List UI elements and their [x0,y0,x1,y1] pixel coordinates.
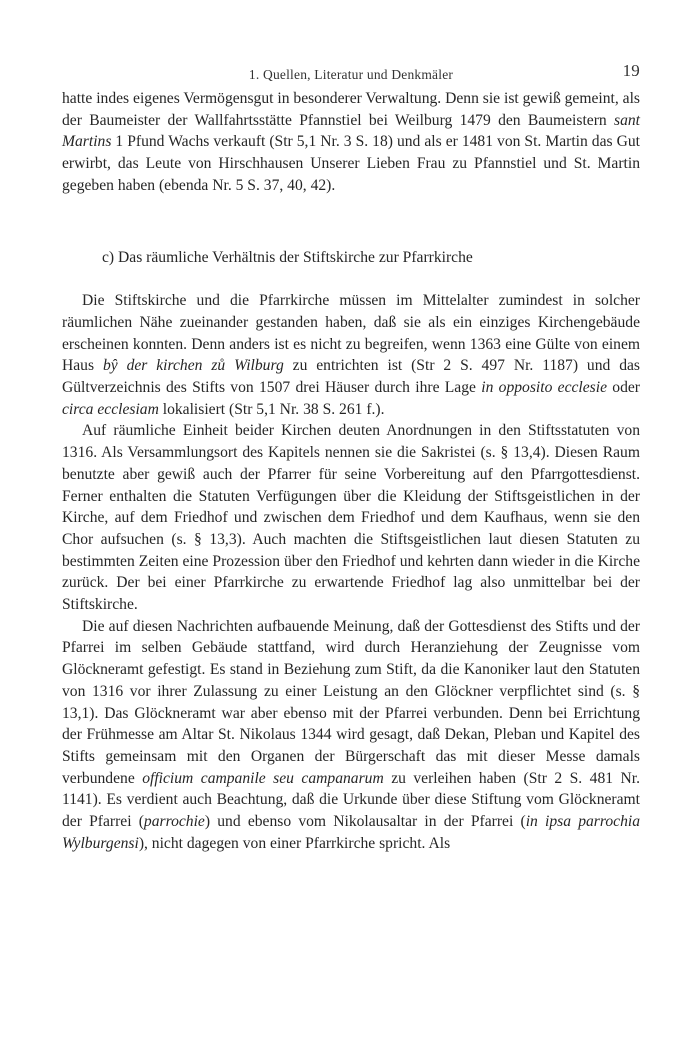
paragraph-continued: hatte indes eigenes Vermögensgut in besonderer Verwaltung. Denn sie ist gewiß gemeint, als der Baumeister der Wallfahrtsstätte Pfannstiel bei Weilburg 1479 den Baumeistern sant Martins 1 Pfund Wachs verkauft (Str 5,1 Nr. 3 S. 18) und als er 1481 von St. Martin das Gut erwirbt, das Leute von Hirschhausen Unserer Lieben Frau zu Pfannstiel und St. Martin gegeben haben (ebenda Nr. 5 S. 37, 40, 42). [62,90,640,194]
latin-term: in ipsa parrochia Wylburgensi [62,813,640,852]
latin-term: in opposito ecclesie [481,379,607,397]
quoted-term: bŷ der kirchen zů Wilburg [102,357,284,375]
latin-term: circa ecclesiam [62,400,159,418]
latin-term: officium campanile seu campanarum [142,769,384,787]
page-number: 19 [622,61,640,80]
section-heading: c) Das räumliche Verhältnis der Stiftskirche zur Pfarrkirche [102,248,473,266]
paragraph: Die auf diesen Nachrichten aufbauende Meinung, daß der Gottesdienst des Stifts und der Pfarrei im selben Gebäude stattfand, wird durch Heranziehung der Zeugnisse vom Glöckneramt gefestigt. Es stand in Beziehung zum Stift, da die Kanoniker laut den Statuten von 1316 vor ihrer Zulassung zu einer Leistung an den Glöckner verpflichtet sind (s. § 13,1). Das Glöckneramt war aber ebenso mit der Pfarrei verbunden. Denn bei Errichtung der Frühmesse am Altar St. Nikolaus 1344 wird gesagt, daß Dekan, Pleban und Kapitel des Stifts gemeinsam mit den Organen der Bürgerschaft das mit dieser Messe damals verbundene officium campanile seu campanarum zu verleihen haben (Str 2 S. 481 Nr. 1141). Es verdient auch Beachtung, daß die Urkunde über diese Stiftung vom Glöckneramt der Pfarrei (parrochie) und ebenso vom Nikolausaltar in der Pfarrei (in ipsa parrochia Wylburgensi), nicht dagegen von einer Pfarrkirche spricht. Als [62,617,641,852]
paragraph: Die Stiftskirche und die Pfarrkirche müssen im Mittelalter zumindest in solcher räumlichen Nähe zueinander gestanden haben, daß sie als ein einziges Kirchengebäude erscheinen konnten. Denn anders ist es nicht zu begreifen, wenn 1363 eine Gülte von einem Haus bŷ der kirchen zů Wilburg zu entrichten ist (Str 2 S. 497 Nr. 1187) und das Gültverzeichnis des Stifts von 1507 drei Häuser durch ihre Lage in opposito ecclesie oder circa ecclesiam lokalisiert (Str 5,1 Nr. 38 S. 261 f.). [62,292,640,418]
latin-term: parrochie [143,813,205,831]
latin-term: sant Martins [62,111,640,151]
running-head-title: 1. Quellen, Literatur und Denkmäler [248,67,454,82]
book-page [62,61,641,855]
paragraph: Auf räumliche Einheit beider Kirchen deuten Anordnungen in den Stiftsstatuten von 1316. Als Versammlungsort des Kapitels nennen sie die Sakristei (s. § 13,4). Diesen Raum benutzte aber gewiß auch der Pfarrer für seine Vorbereitung auf den Pfarrgottesdienst. Ferner enthalten die Statuten Verfügungen über die Kleidung der Stiftsgeistlichen in der Kirche, auf dem Friedhof und zwischen dem Friedhof und dem Kaufhaus, wenn sie den Chor aufsuchen (s. § 13,3). Auch machten die Stiftsgeistlichen laut diesen Statuten zu bestimmten Zeiten eine Prozession über den Friedhof und kehrten dann wieder in die Kirche zurück. Der bei einer Pfarrkirche zu erwartende Friedhof lag also unmittelbar bei der Stiftskirche. [62,422,640,614]
running-head [62,61,640,88]
